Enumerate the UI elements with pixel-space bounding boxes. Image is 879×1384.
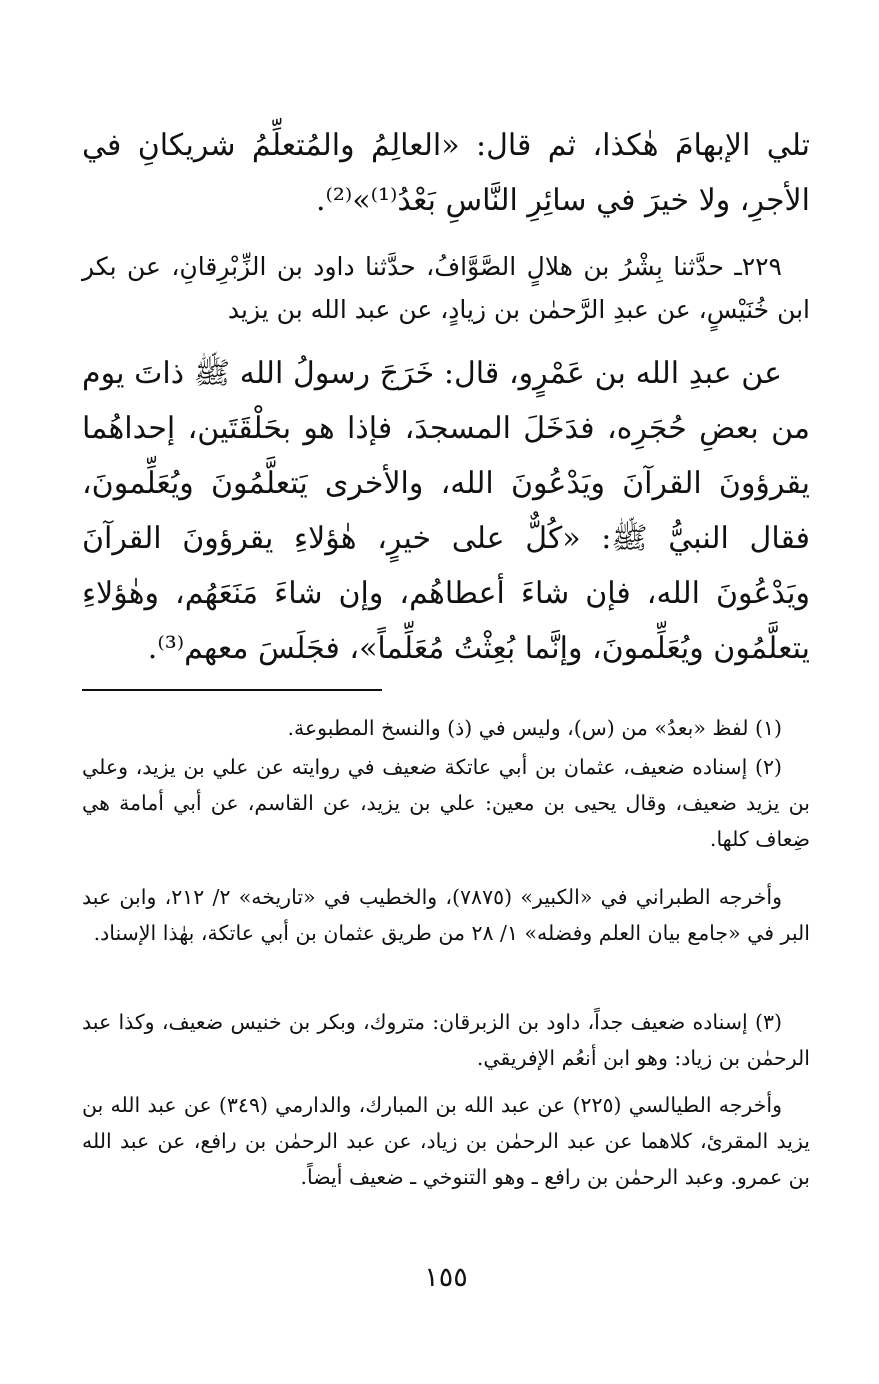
hadith-isnad: ٢٢٩ـ حدَّثنا بِشْرُ بن هلالٍ الصَّوَّافُ، حدَّثنا داود بن الزِّبْرِقانِ، عن بكر ابن خُنَيْسٍ، عن عبدِ الرَّحمٰن بن زيادٍ، عن عبد الله بن يزيد xyxy=(82,252,810,324)
page-number: ١٥٥ xyxy=(424,1262,468,1293)
footnote-1: (١) لفظ «بعدُ» من (س)، وليس في (ذ) والنسخ المطبوعة. xyxy=(287,716,782,740)
footnote-2: (٢) إسناده ضعيف، عثمان بن أبي عاتكة ضعيف في روايته عن علي بن يزيد، وعلي بن يزيد ضعيف، وقال يحيى بن معين: علي بن يزيد، عن القاسم، عن أبي أمامة هي ضِعاف كلها. xyxy=(82,755,810,851)
main-text-continuation: تلي الإبهامَ هٰكذا، ثم قال: «العالِمُ والمُتعلِّمُ شريكانِ في الأجرِ، ولا خيرَ في سائِرِ النَّاسِ بَعْدُ⁽¹⁾»⁽²⁾. xyxy=(82,128,810,218)
hadith-matn: عن عبدِ الله بن عَمْرٍو، قال: خَرَجَ رسولُ الله ﷺ ذاتَ يوم من بعضِ حُجَرِه، فدَخَلَ المسجدَ، فإذا هو بحَلْقَتَين، إحداهُما يقرؤونَ القرآنَ ويَدْعُونَ الله، والأخرى يَتعلَّمُونَ ويُعَلِّمونَ، فقال النبيُّ ﷺ: «كُلٌّ على خيرٍ، هٰؤلاءِ يقرؤونَ القرآنَ ويَدْعُونَ الله، فإن شاءَ أعطاهُم، وإن شاءَ مَنَعَهُم، وهٰؤلاءِ يتعلَّمُون ويُعَلِّمونَ، وإنَّما بُعِثْتُ مُعَلِّماً»، فجَلَسَ معهم⁽³⁾. xyxy=(82,356,810,666)
footnote-2-source: وأخرجه الطبراني في «الكبير» (٧٨٧٥)، والخطيب في «تاريخه» ٢/ ٢١٢، وابن عبد البر في «جامع بيان العلم وفضله» ١/ ٢٨ من طريق عثمان بن أبي عاتكة، بهٰذا الإسناد. xyxy=(82,885,810,945)
footnote-3: (٣) إسناده ضعيف جداً، داود بن الزبرقان: متروك، وبكر بن خنيس ضعيف، وكذا عبد الرحمٰن بن زياد: وهو ابن أنعُم الإفريقي. xyxy=(82,1010,810,1070)
footnote-3-source: وأخرجه الطيالسي (٢٢٥) عن عبد الله بن المبارك، والدارمي (٣٤٩) عن عبد الله بن يزيد المقرئ، كلاهما عن عبد الرحمٰن بن زياد، عن عبد الرحمٰن بن رافع، عن عبد الله بن عمرو. وعبد الرحمٰن بن رافع ـ وهو التنوخي ـ ضعيف أيضاً. xyxy=(82,1093,810,1189)
book-page xyxy=(82,0,810,1384)
footnote-separator xyxy=(82,689,382,691)
